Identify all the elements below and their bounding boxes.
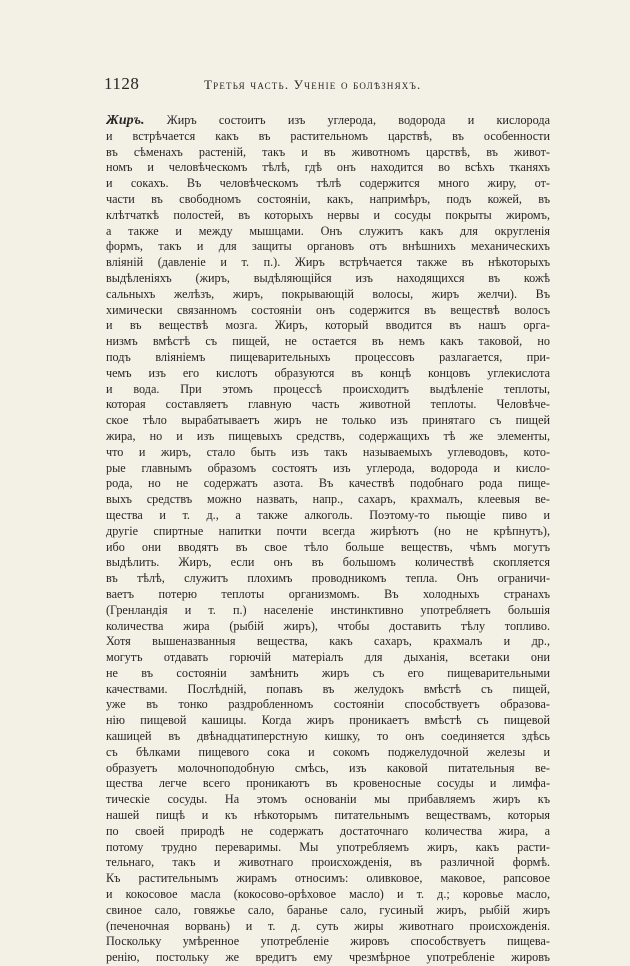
- article-line: щества и т. д., а также алкоголь. Поэтому-то пьющіе пиво и: [106, 507, 550, 522]
- article-line: ваетъ потерю теплоты организмомъ. Въ холодныхъ странахъ: [106, 586, 550, 601]
- article-line: кашицей въ двѣнадцатиперстную кишку, то онъ соединяется здѣсь: [106, 729, 550, 744]
- article-line: не въ состояніи замѣнить жиръ съ его пищеварительными: [106, 665, 550, 680]
- article-line: Хотя вышеназванныя вещества, какъ сахаръ, крахмалъ и др.,: [106, 634, 550, 649]
- article-line: вліяній (давленіе и т. п.). Жиръ встрѣчается также въ нѣкоторыхъ: [106, 255, 550, 270]
- article-line: что и жиръ, стало быть изъ такъ называемыхъ углеводовъ, кото-: [106, 444, 550, 459]
- article-line: Къ растительнымъ жирамъ относимъ: оливковое, маковое, рапсовое: [106, 871, 550, 886]
- article-line: чемъ изъ его кислотъ образуются въ концѣ концовъ углекислота: [106, 365, 550, 380]
- article-line: потому трудно переваримы. Мы употребляемъ жиръ, какъ расти-: [106, 839, 550, 854]
- article-line: рые главнымъ образомъ состоятъ изъ углерода, водорода и кисло-: [106, 460, 550, 475]
- article-line: и встрѣчается какъ въ растительномъ царствѣ, въ особенности: [106, 128, 550, 143]
- article-line: свиное сало, говяжье сало, баранье сало, гусиный жиръ, рыбій жиръ: [106, 902, 550, 917]
- article-first-line-text: Жиръ состоитъ изъ углерода, водорода и кислорода: [144, 113, 550, 127]
- article-line: которая составляетъ главную часть животной теплоты. Человѣче-: [106, 397, 550, 412]
- article-line: съ бѣлками пищевого сока и сокомъ поджелудочной железы и: [106, 744, 550, 759]
- article-line: качествами. Послѣдній, попавъ въ желудокъ вмѣстѣ съ пищей,: [106, 681, 550, 696]
- article-body: [106, 113, 550, 966]
- article-line: въ сѣменахъ растеній, такъ и въ животномъ царствѣ, въ живот-: [106, 144, 550, 159]
- article-line: въ тѣлѣ, служитъ плохимъ проводникомъ тепла. Онъ ограничи-: [106, 571, 550, 586]
- article-line: а также и между мышцами. Онъ служитъ какъ для округленія: [106, 223, 550, 238]
- article-line: выдѣлить. Жиръ, если онъ въ большомъ количествѣ скопляется: [106, 555, 550, 570]
- article-line: щества легче всего проникаютъ въ кровеносные сосуды и лимфа-: [106, 776, 550, 791]
- article-line: клѣтчаткѣ полостей, въ которыхъ нервы и сосуды покрыты жиромъ,: [106, 207, 550, 222]
- article-line: нію пищевой кашицы. Когда жиръ проникаетъ вмѣстѣ съ пищевой: [106, 713, 550, 728]
- article-line: низмъ вмѣстѣ съ пищей, не остается въ немъ какъ таковой, но: [106, 334, 550, 349]
- article-line: тическіе сосуды. На этомъ основаніи мы прибавляемъ жиръ къ: [106, 792, 550, 807]
- article-line: номъ и человѣческомъ тѣлѣ, гдѣ онъ находится во всѣхъ тканяхъ: [106, 160, 550, 175]
- article-line: формъ, такъ и для защиты органовъ отъ внѣшнихъ механическихъ: [106, 239, 550, 254]
- article-line: ибо они вводятъ въ свое тѣло больше веществъ, чѣмъ могутъ: [106, 539, 550, 554]
- article-line: химически связанномъ состояніи онъ содержится въ веществѣ волосъ: [106, 302, 550, 317]
- article-line: выдѣленіяхъ (жиръ, выдѣляющійся изъ находящихся въ кожѣ: [106, 270, 550, 285]
- article-line: тельнаго, такъ и животнаго происхожденія, въ различной формѣ.: [106, 855, 550, 870]
- article-line: уже въ тонко раздробленномъ состояніи способствуетъ образова-: [106, 697, 550, 712]
- article-line: (Гренландія и т. п.) населеніе инстинктивно употребляетъ большія: [106, 602, 550, 617]
- article-line: сальныхъ желѣзъ, жиръ, покрывающій волосы, жиръ желчи). Въ: [106, 286, 550, 301]
- article-line: и сокахъ. Въ человѣческомъ тѣлѣ содержится много жиру, от-: [106, 176, 550, 191]
- article-line: части въ свободномъ состояніи, какъ, напримѣръ, подъ кожей, въ: [106, 191, 550, 206]
- page-header: [104, 74, 548, 100]
- article-line: подъ вліяніемъ пищеварительныхъ процессовъ разлагается, при-: [106, 349, 550, 364]
- article-line: количества жира (рыбій жиръ), чтобы доставить тѣлу топливо.: [106, 618, 550, 633]
- article-line: ское тѣло вырабатываетъ жиръ не только изъ принятаго съ пищей: [106, 413, 550, 428]
- article-line: могутъ отдавать горючій матеріалъ для дыханія, всетаки они: [106, 650, 550, 665]
- article-line: образуетъ молочноподобную смѣсь, изъ каковой питательныя ве-: [106, 760, 550, 775]
- article-line: рода, но не содержатъ азота. Въ качествѣ подобнаго рода пище-: [106, 476, 550, 491]
- article-first-line: [106, 113, 550, 129]
- article-line: жира, но и изъ пищевыхъ средствъ, содержащихъ тѣ же элементы,: [106, 428, 550, 443]
- running-title: Третья часть. Ученіе о болѣзняхъ.: [204, 77, 422, 92]
- article-line: (печеночная ворвань) и т. д. суть жиры животнаго происхожденія.: [106, 918, 550, 933]
- article-line: Поскольку умѣренное употребленіе жировъ способствуетъ пищева-: [106, 934, 550, 949]
- page-number: 1128: [104, 74, 140, 93]
- article-term: Жиръ.: [106, 113, 145, 128]
- article-line: другіе спиртные напитки почти всегда жирѣютъ (но не крѣпнутъ),: [106, 523, 550, 538]
- article-line: и въ веществѣ мозга. Жиръ, который вводится въ нашъ орга-: [106, 318, 550, 333]
- article-line: и кокосовое масла (кокосово-орѣховое масло) и т. д.; коровье масло,: [106, 887, 550, 902]
- article-line: выхъ средствъ можно назвать, напр., сахаръ, крахмалъ, клеевыя ве-: [106, 492, 550, 507]
- article-line: по своей природѣ не содержатъ достаточнаго количества жира, а: [106, 823, 550, 838]
- article-line: нашей пищѣ и къ нѣкоторымъ питательнымъ веществамъ, которыя: [106, 808, 550, 823]
- article-line: ренію, постольку же вредитъ ему чрезмѣрное употребленіе жировъ: [106, 950, 550, 965]
- article-line: и вода. При этомъ процессѣ происходитъ выдѣленіе теплоты,: [106, 381, 550, 396]
